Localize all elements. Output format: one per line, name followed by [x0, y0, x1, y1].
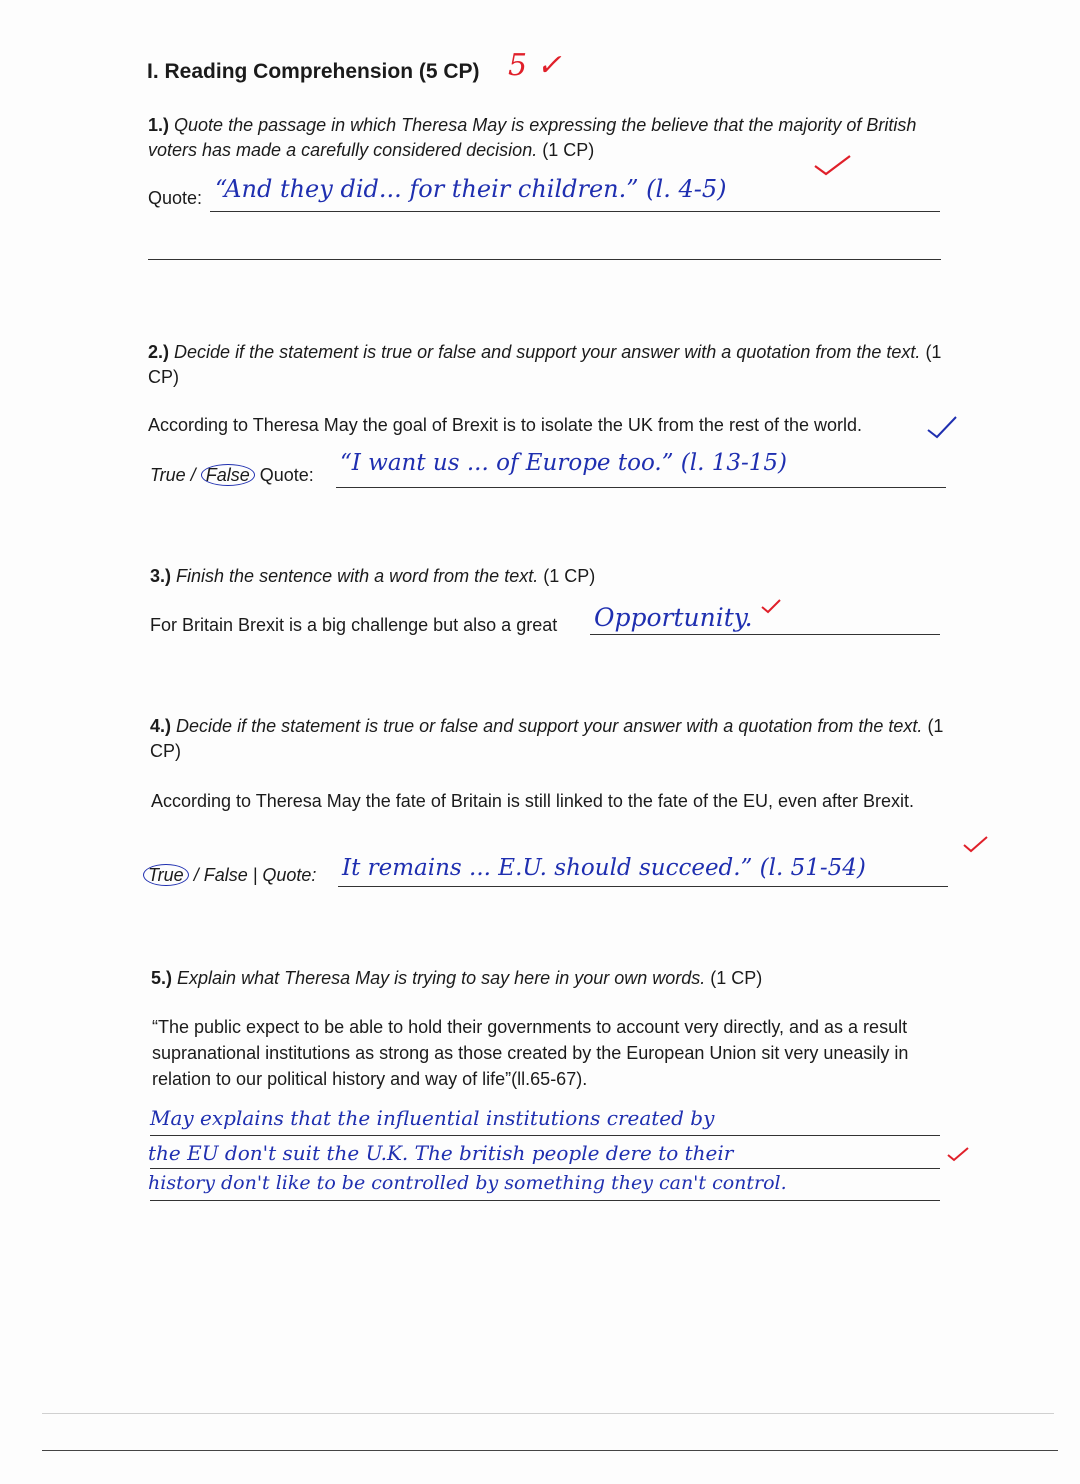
question-3-prompt: Finish the sentence with a word from the text.	[176, 566, 539, 586]
question-2	[148, 340, 958, 390]
question-5	[151, 966, 762, 991]
q2-answer-line	[336, 487, 946, 488]
score-mark: 5 ✓	[508, 48, 562, 83]
check-mark-icon	[812, 152, 854, 178]
section-title: I. Reading Comprehension (5 CP)	[147, 60, 480, 83]
true-option-circled: True	[143, 864, 189, 886]
question-3-points: (1 CP)	[543, 566, 596, 586]
question-4	[150, 714, 960, 764]
q2-quote-label: Quote:	[259, 465, 314, 485]
q2-choice	[150, 464, 314, 486]
question-4-prompt: Decide if the statement is true or false and support your answer with a quotation from the text.	[176, 716, 923, 736]
check-mark-icon	[925, 414, 959, 440]
q5-answer-line-3: history don't like to be controlled by something they can't control.	[148, 1172, 787, 1194]
q5-rule-1	[150, 1135, 940, 1136]
question-2-number: 2.)	[148, 342, 170, 362]
question-5-number: 5.)	[151, 968, 173, 988]
true-option: True /	[150, 465, 196, 485]
question-4-number: 4.)	[150, 716, 172, 736]
question-3	[150, 564, 595, 589]
question-1-prompt: Quote the passage in which Theresa May is expressing the believe that the majority of British voters has made a carefully considered decision.	[148, 115, 917, 160]
q4-choice	[143, 864, 316, 886]
q1-answer-line	[210, 211, 940, 212]
q3-sentence: For Britain Brexit is a big challenge but also a great	[150, 615, 558, 635]
q5-answer-line-2: the EU don't suit the U.K. The british people dere to their	[148, 1141, 734, 1165]
question-5-points: (1 CP)	[710, 968, 763, 988]
q3-answer-line	[590, 634, 940, 635]
question-1-number: 1.)	[148, 115, 170, 135]
check-mark-icon	[760, 598, 782, 614]
q4-false-quote-label: / False | Quote:	[193, 865, 317, 885]
faint-rule	[42, 1413, 1054, 1414]
q2-answer: “I want us ... of Europe too.” (l. 13-15)	[340, 450, 787, 476]
bottom-rule	[42, 1450, 1058, 1451]
q4-answer-line	[338, 886, 948, 887]
question-5-prompt: Explain what Theresa May is trying to say here in your own words.	[177, 968, 706, 988]
q3-answer: Opportunity.	[594, 603, 753, 632]
check-mark-icon	[946, 1146, 970, 1162]
q1-quote-label: Quote:	[148, 188, 203, 208]
question-1-points: (1 CP)	[542, 140, 595, 160]
question-3-number: 3.)	[150, 566, 172, 586]
q1-answer: “And they did... for their children.” (l. 4-5)	[215, 175, 727, 203]
question-2-prompt: Decide if the statement is true or false and support your answer with a quotation from the text.	[174, 342, 921, 362]
q5-rule-3	[150, 1200, 940, 1201]
q2-statement: According to Theresa May the goal of Brexit is to isolate the UK from the rest of the world.	[148, 415, 863, 435]
q4-statement: According to Theresa May the fate of Britain is still linked to the fate of the EU, even after Brexit.	[151, 791, 915, 811]
q1-answer-line-2	[148, 259, 941, 260]
false-option-circled: False	[201, 464, 255, 486]
check-mark-icon	[962, 834, 990, 854]
question-4-points: (1 CP)	[150, 716, 944, 761]
q5-rule-2	[150, 1168, 940, 1169]
question-2-points: (1 CP)	[148, 342, 942, 387]
q4-answer: It remains ... E.U. should succeed.” (l. 51-54)	[342, 855, 866, 881]
q5-answer-line-1: May explains that the influential institutions created by	[150, 1106, 715, 1130]
q5-quote: “The public expect to be able to hold their governments to account very directly, and as a result supranational institutions as strong as those created by the European Union sit very uneasily in relation to our political history and way of life”(ll.65-67).	[152, 1017, 909, 1089]
